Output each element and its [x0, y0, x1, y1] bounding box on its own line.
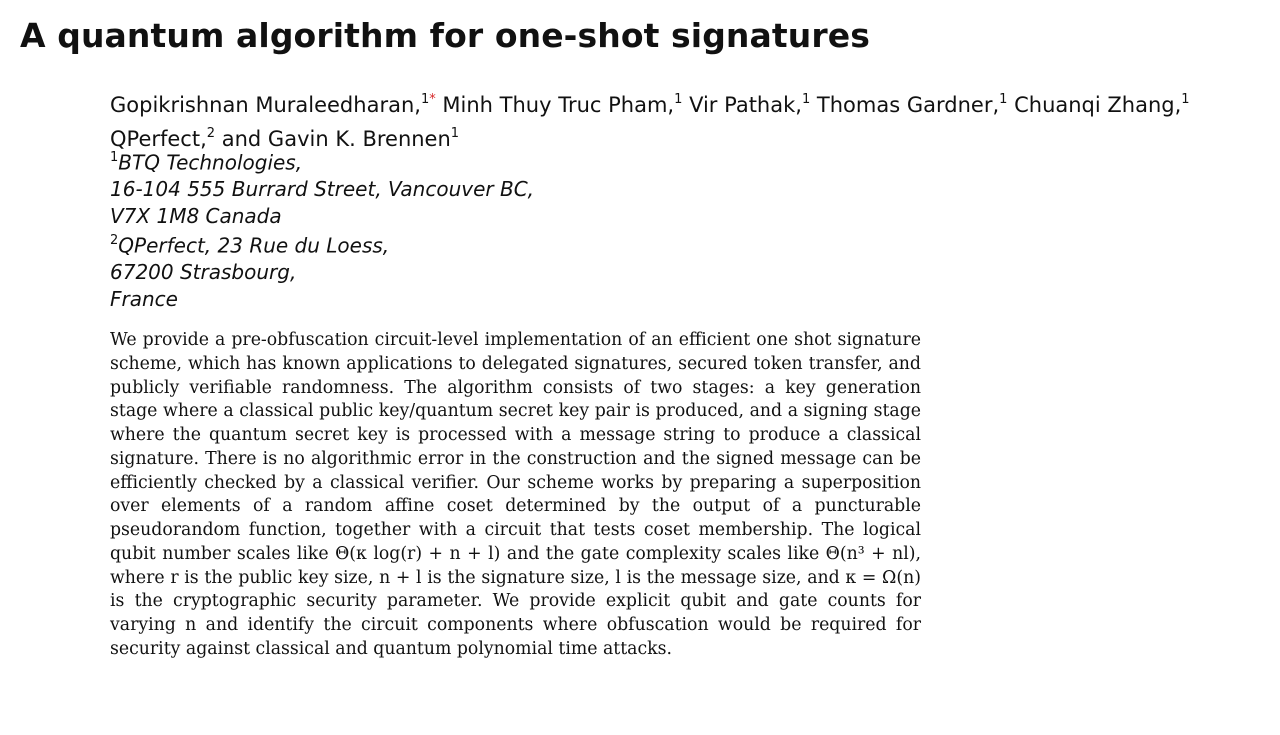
- affiliation-line: [110, 286, 534, 313]
- author-affiliation-number: 1: [1181, 92, 1190, 107]
- author: [442, 93, 682, 117]
- affiliation-text: 16-104 555 Burrard Street, Vancouver BC,: [110, 177, 535, 202]
- author-affiliation-number: 1: [420, 92, 430, 107]
- affiliation-text: V7X 1M8 Canada: [110, 203, 282, 228]
- author-affiliation-number: 1: [999, 92, 1008, 107]
- author-list: [110, 86, 1270, 154]
- corresponding-author-mark: *: [429, 92, 436, 107]
- author-name: Gopikrishnan Muraleedharan,: [110, 93, 421, 117]
- affiliation-text: 67200 Strasbourg,: [110, 260, 297, 285]
- affiliation-text: France: [110, 286, 178, 311]
- author-name: and Gavin K. Brennen: [221, 127, 451, 151]
- author-affiliation-number: 1: [801, 92, 811, 107]
- author-name: Minh Thuy Truc Pham,: [442, 93, 675, 117]
- affiliation-line: [110, 229, 534, 259]
- author: [110, 93, 436, 117]
- affiliation-line: [110, 176, 534, 203]
- author-name: Thomas Gardner,: [816, 93, 1000, 117]
- author-affiliation-number: 1: [450, 126, 460, 141]
- affiliation-text: BTQ Technologies,: [118, 150, 303, 175]
- author-name: QPerfect,: [110, 127, 207, 151]
- affiliation-line: [110, 203, 534, 230]
- affiliation-line: [110, 259, 534, 286]
- paper-title: A quantum algorithm for one-shot signatures: [20, 16, 870, 55]
- affiliation-number: 1: [110, 150, 119, 165]
- author-affiliation-number: 2: [206, 126, 216, 141]
- author-affiliation-number: 1: [674, 92, 683, 107]
- abstract: We provide a pre-obfuscation circuit-level implementation of an efficient one shot signature scheme, which has known applications to delegated signatures, secured token transfer, and publicly verifiable randomness. The algorithm consists of two stages: a key generation stage where a classical public key/quantum secret key pair is produced, and a signing stage where the quantum secret key is processed with a message string to produce a classical signature. There is no algorithmic error in the construction and the signed message can be efficiently checked by a classical verifier. Our scheme works by preparing a superposition over elements of a random affine coset determined by the output of a puncturable pseudorandom function, together with a circuit that tests coset membership. The logical qubit number scales like Θ(κ log(r) + n + l) and the gate complexity scales like Θ(n³ + nl), where r is the public key size, n + l is the signature size, l is the message size, and κ = Ω(n) is the cryptographic security parameter. We provide explicit qubit and gate counts for varying n and identify the circuit components where obfuscation would be required for security against classical and quantum polynomial time attacks.: [110, 330, 921, 659]
- author-name: Vir Pathak,: [689, 93, 802, 117]
- author: [689, 93, 810, 117]
- affiliation-line: [110, 146, 534, 176]
- author: [817, 93, 1007, 117]
- author: [1014, 93, 1189, 117]
- author-name: Chuanqi Zhang,: [1014, 93, 1182, 117]
- affiliation-text: QPerfect, 23 Rue du Loess,: [118, 233, 390, 258]
- affiliation-number: 2: [110, 233, 119, 249]
- affiliations: [110, 146, 534, 312]
